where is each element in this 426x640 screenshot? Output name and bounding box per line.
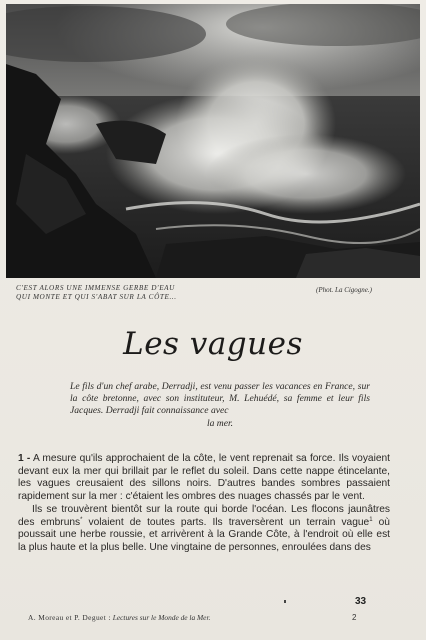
wave-photo (6, 4, 420, 278)
photo-caption-line2: QUI MONTE ET QUI S'ABAT SUR LA CÔTE... (16, 292, 177, 301)
paragraph-2-text-c: où poussait une herbe roussie, et arrivèrent à la Grande Côte, à l'endroit où elle est la plus haute et la plus belle. Une vingtaine de personnes, enroulées dans des (18, 516, 390, 553)
paragraph-2-text-b: volaient de toutes parts. Ils traversèrent un terrain vague (88, 516, 370, 528)
body-text (18, 453, 390, 555)
footnote-mark-star: * (80, 516, 83, 523)
print-speck (284, 600, 286, 603)
sheet-number: 2 (352, 613, 357, 622)
footer-book-title: Lectures sur le Monde de la Mer. (112, 613, 211, 622)
footnote-mark-1: 1 (369, 516, 373, 523)
wave-photo-image (6, 4, 420, 278)
paragraph-2-text-a: Ils se trouvèrent bientôt sur la route qui borde l'océan. Les flocons jaunâtres des embruns (18, 503, 390, 528)
intro-paragraph (70, 381, 370, 430)
chapter-title: Les vagues (123, 326, 303, 362)
paragraph-2 (18, 504, 390, 555)
photo-caption (16, 284, 276, 301)
page-number: 33 (355, 596, 367, 607)
paragraph-1-text: A mesure qu'ils approchaient de la côte, le vent reprenait sa force. Ils voyaient devant eux la mer qui brillait par le reflet du soleil. Dans cette nappe étincelante, les vagues creusaient des sillons noirs. D'autres bandes sombres passaient rapidement sur la mer : c'étaient les ombres des nuages chassés par le vent. (18, 453, 390, 503)
paragraph-number: 1 - (18, 453, 31, 464)
photo-caption-line1: C'EST ALORS UNE IMMENSE GERBE D'EAU (16, 284, 175, 292)
photo-credit: (Phot. La Cigogne.) (316, 286, 372, 294)
intro-text: Le fils d'un chef arabe, Derradji, est venu passer les vacances en France, sur la côte bretonne, avec son instituteur, M. Lehuédé, sa femme et leur fils Jacques. Derradji fait connaissance avec (70, 381, 370, 417)
paragraph-1 (18, 453, 390, 504)
footer-authors: A. Moreau et P. Deguet : (28, 613, 111, 622)
intro-text-last: la mer. (206, 417, 234, 429)
book-footer (28, 613, 368, 622)
